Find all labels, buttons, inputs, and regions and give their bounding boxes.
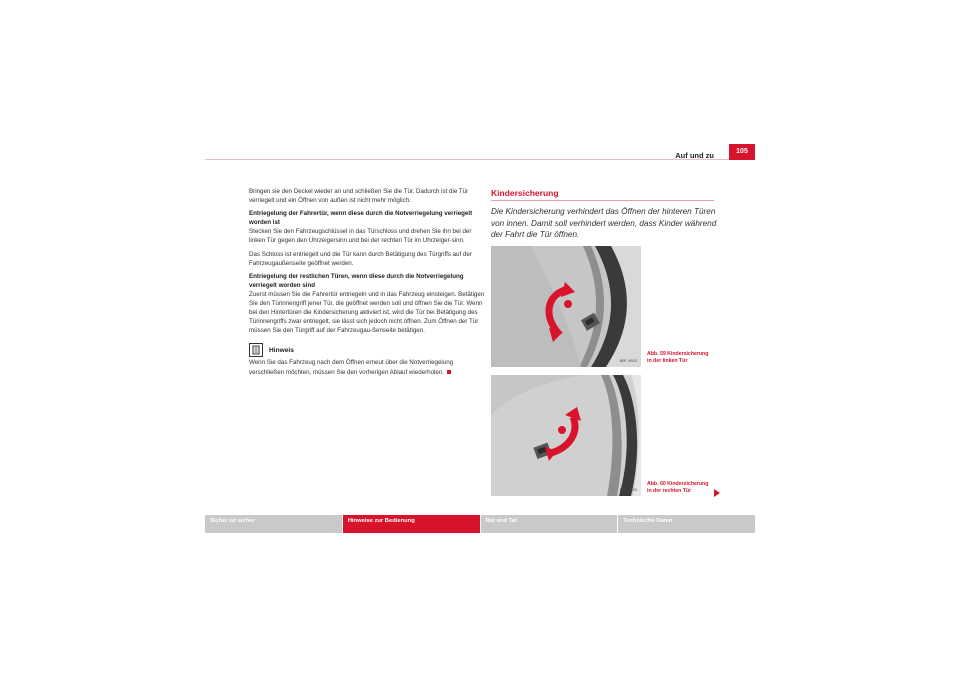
continue-arrow-icon — [714, 489, 720, 497]
figure-code: B5P-0023 — [619, 489, 637, 493]
note-text — [249, 358, 487, 376]
footer-tab-technische-daten[interactable]: Technische Daten — [618, 515, 755, 533]
caption-line: Abb. 59 Kindersicherung — [647, 351, 709, 357]
section-end-mark — [447, 370, 451, 374]
paragraph: Das Schloss ist entriegelt und die Tür kann durch Betätigung des Türgriffs auf der Fahrzeugaußenseite geöffnet werden. — [249, 250, 472, 267]
footer-nav — [205, 515, 755, 533]
figure-caption — [647, 351, 727, 365]
note-title: Hinweis — [269, 346, 294, 354]
footer-tab-rat-und-tat[interactable]: Rat und Tat — [481, 515, 618, 533]
caption-line: Abb. 60 Kindersicherung — [647, 481, 709, 487]
figure-right-door — [491, 375, 641, 496]
page-number-badge: 105 — [729, 144, 755, 160]
subheading: Entriegelung der Fahrertür, wenn diese durch die Notverriegelung verriegelt worden ist — [249, 210, 473, 227]
section-rule — [491, 200, 714, 201]
left-door-illustration — [491, 246, 641, 367]
figure-code: B5P-0022 — [619, 360, 637, 364]
note-icon — [249, 343, 263, 357]
figure-left-door — [491, 246, 641, 367]
left-column — [249, 187, 487, 381]
footer-tab-hinweise-zur-bedienung[interactable]: Hinweise zur Bedienung — [343, 515, 480, 533]
note-body: Wenn Sie das Fahrzeug nach dem Öffnen erneut über die Notverriegelung verschließen möchten, müssen Sie den vorherigen Ablauf wiederholen. — [249, 359, 454, 376]
paragraph: Stecken Sie den Fahrzeugschlüssel in das Türschloss und drehen Sie ihn bei der linken Tür gegen den Uhrzeigersinn und bei der rechten Tür im Uhrzeiger-sinn. — [249, 228, 472, 245]
paragraph: Bringen sie den Deckel wieder an und schließen Sie die Tür. Dadurch ist die Tür verriegelt und ein Öffnen von außen ist nicht mehr möglich. — [249, 188, 469, 205]
section-intro: Die Kindersicherung verhindert das Öffnen der hinteren Türen von innen. Damit soll verhindert werden, dass Kinder während der Fahrt die Tür öffnen. — [491, 207, 717, 240]
paragraph: Zuerst müssen Sie die Fahrertür entriegeln und in das Fahrzeug einsteigen. Betätigen Sie den Türinnengriff jener Tür, die geöffnet werden soll und öffnen Sie die Tür. Wenn bei den Hintertüren die Kindersicherung aktiviert ist, wird die Tür bei Betätigung des Türinnengriffs zwar entriegelt, sie lässt sich jedoch nicht öffnen. Zum Öffnen der Tür müssen Sie den Türgriff auf der Fahrzeugau-ßenseite betätigen. — [249, 290, 485, 335]
caption-line: in der rechten Tür — [647, 488, 692, 494]
note-header — [249, 343, 487, 357]
footer-tab-sicher-ist-sicher[interactable]: Sicher ist sicher — [205, 515, 342, 533]
chapter-title: Auf und zu — [675, 151, 714, 160]
right-door-illustration — [491, 375, 641, 496]
section-title: Kindersicherung — [491, 188, 559, 198]
subheading: Entriegelung der restlichen Türen, wenn diese durch die Notverriegelung verriegelt worden sind — [249, 272, 464, 289]
caption-line: in der linken Tür — [647, 358, 688, 364]
